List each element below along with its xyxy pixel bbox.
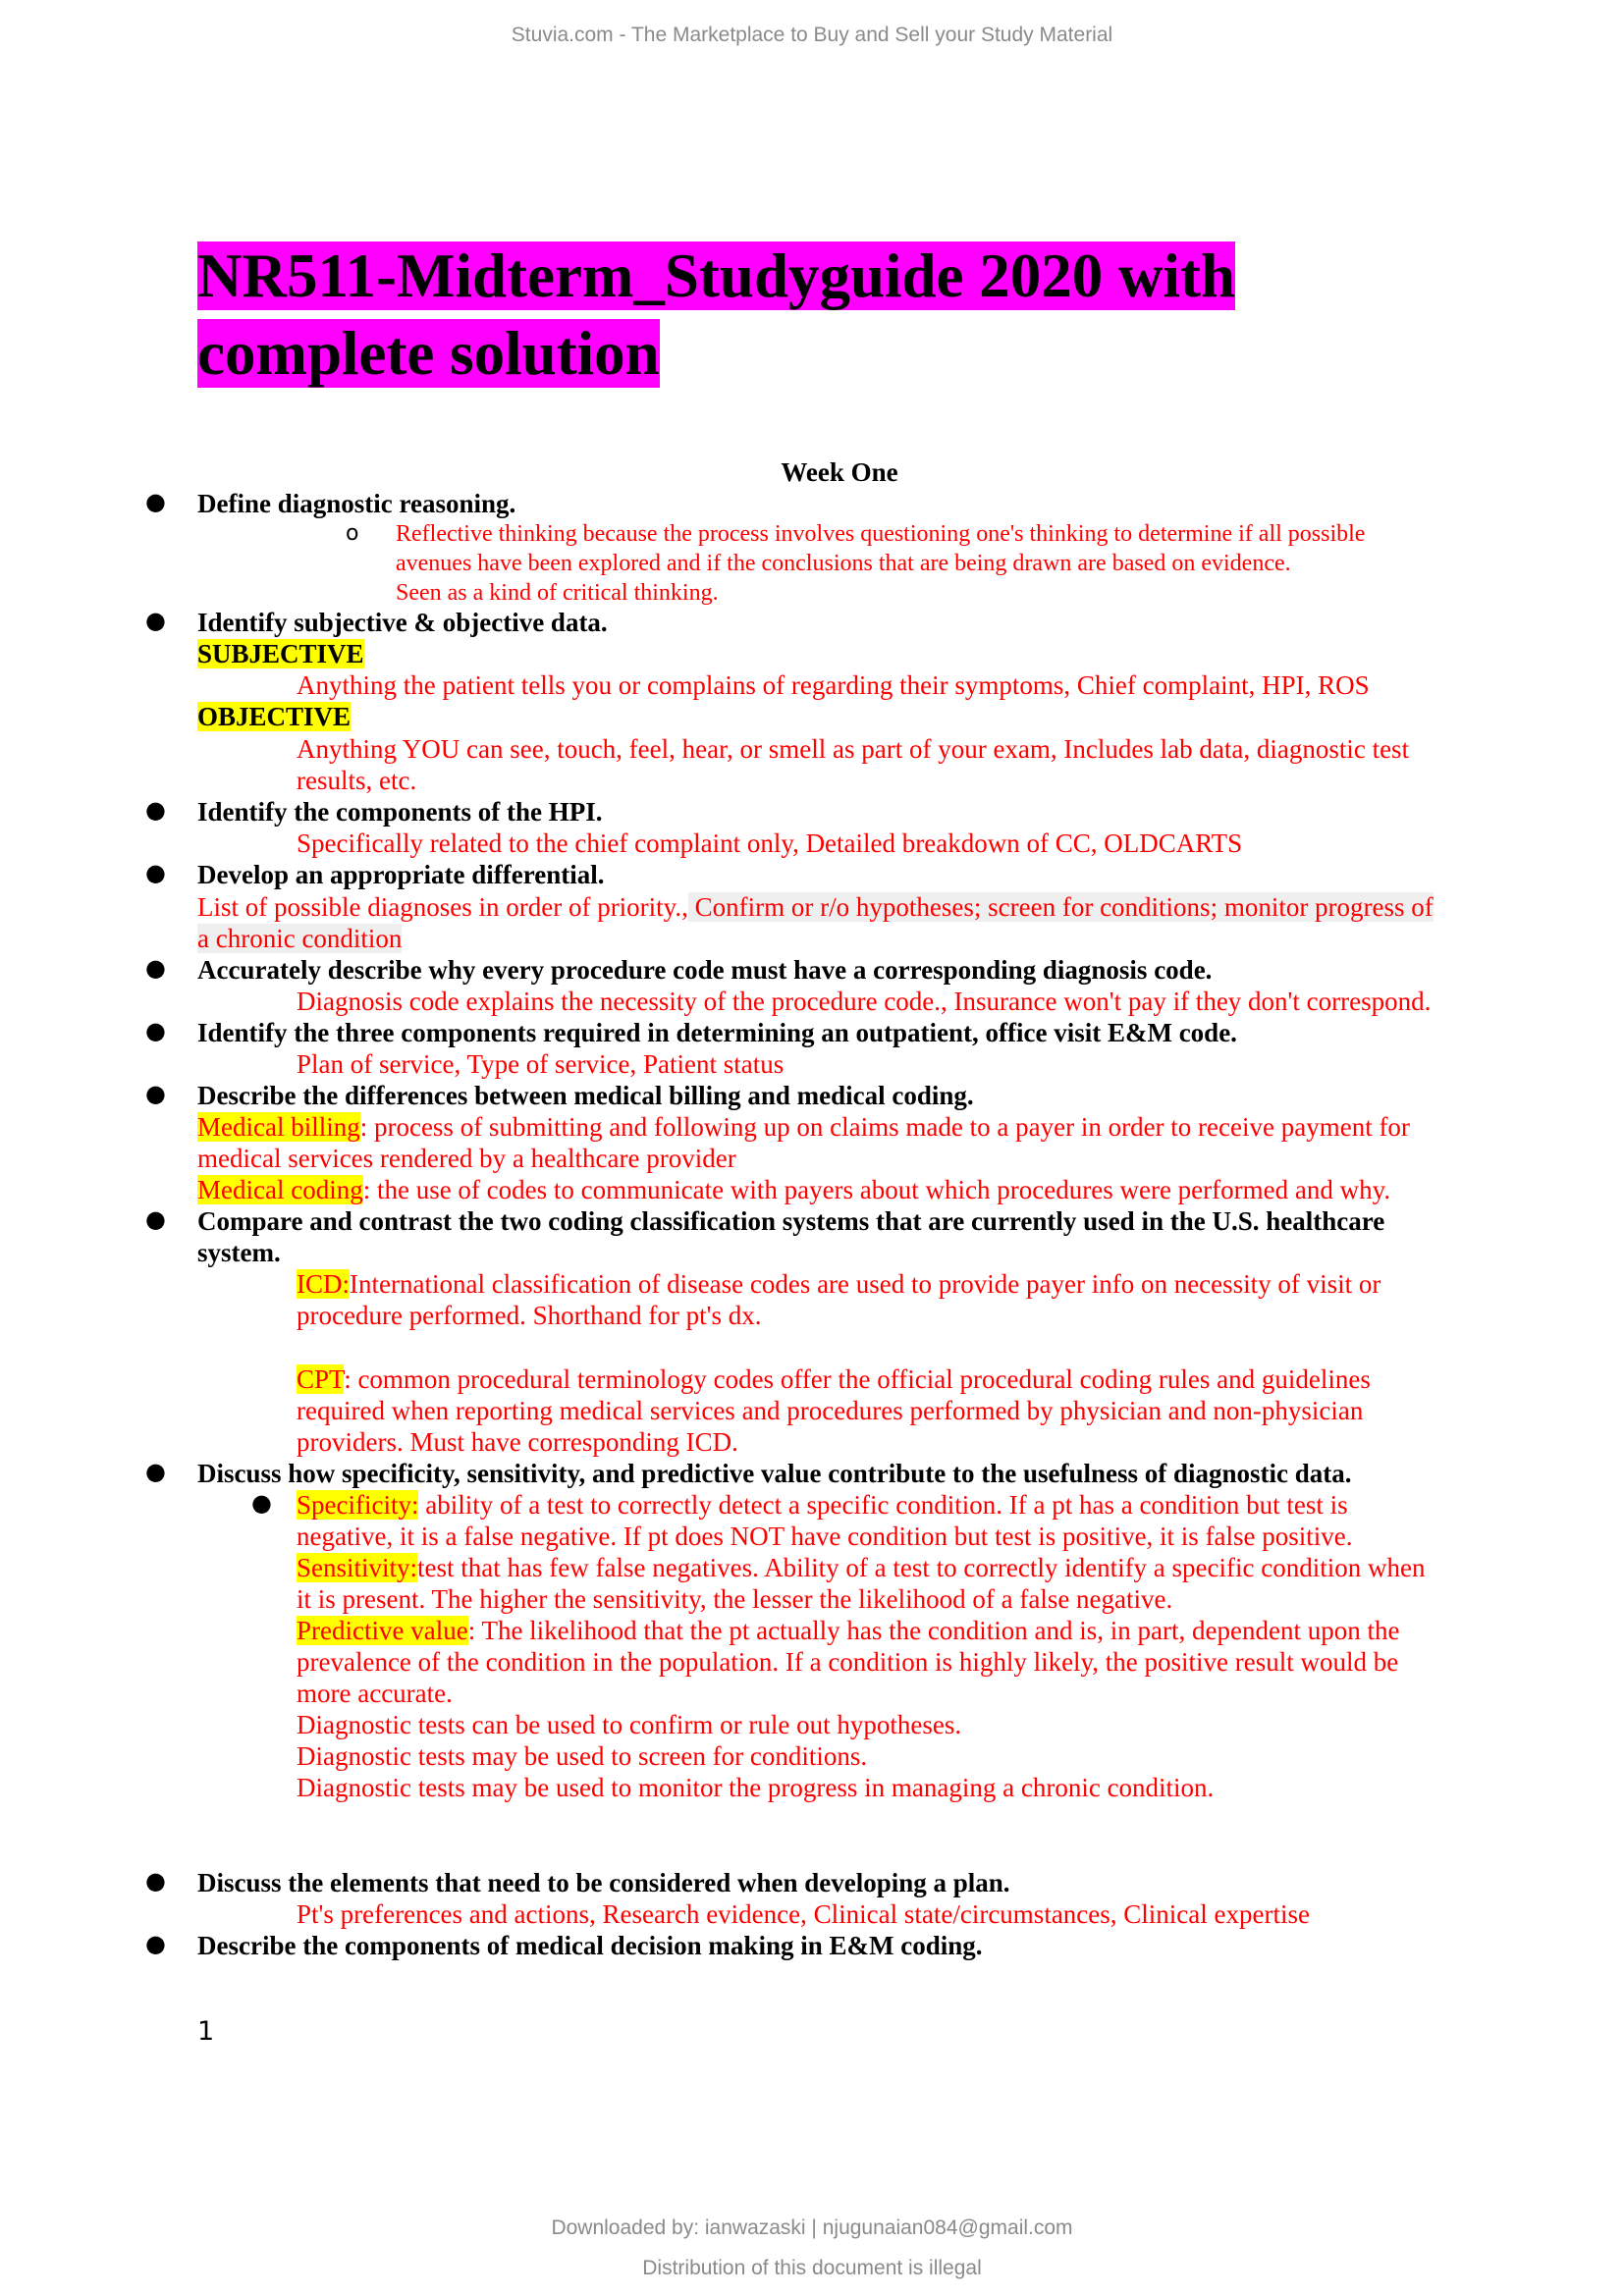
- answer-line: Medical coding: the use of codes to communicate with payers about which procedures were performed and why.: [197, 1175, 1391, 1204]
- objective-label: OBJECTIVE: [197, 702, 352, 731]
- answer-line: required when reporting medical services and procedures performed by physician and non-physician: [297, 1396, 1364, 1425]
- answer-line: more accurate.: [297, 1679, 453, 1708]
- answer-line: a chronic condition: [197, 924, 403, 953]
- answer-line: Medical billing: process of submitting and following up on claims made to a payer in order to receive payment for: [197, 1112, 1410, 1142]
- bullet-icon: ●: [251, 1489, 272, 1517]
- bullet-icon: ●: [145, 607, 166, 634]
- answer-line: Diagnostic tests can be used to confirm or rule out hypotheses.: [297, 1710, 962, 1739]
- title-line-2: complete solution: [197, 319, 660, 388]
- question-hpi: Identify the components of the HPI.: [197, 797, 603, 827]
- answer-line: ICD:International classification of disease codes are used to provide payer info on necessity of visit or: [297, 1269, 1381, 1299]
- question-coding-systems-cont: system.: [197, 1238, 281, 1267]
- answer-line: Diagnostic tests may be used to screen for conditions.: [297, 1741, 868, 1771]
- bullet-icon: ●: [145, 1867, 166, 1895]
- bullet-icon: ●: [145, 1458, 166, 1485]
- answer-line: procedure performed. Shorthand for pt's dx.: [297, 1301, 762, 1330]
- answer-line: it is present. The higher the sensitivity, the lesser the likelihood of a false negative.: [297, 1584, 1173, 1614]
- sub-bullet-icon: o: [346, 521, 359, 546]
- subjective-label: SUBJECTIVE: [197, 639, 364, 668]
- answer-line: Pt's preferences and actions, Research evidence, Clinical state/circumstances, Clinical expertise: [297, 1899, 1310, 1929]
- bullet-icon: ●: [145, 859, 166, 886]
- question-em-components: Identify the three components required in determining an outpatient, office visit E&M code.: [197, 1018, 1237, 1047]
- bullet-icon: ●: [145, 1017, 166, 1044]
- bullet-icon: ●: [145, 1080, 166, 1107]
- question-diagnostic-reasoning: Define diagnostic reasoning.: [197, 489, 516, 518]
- page-number: 1: [197, 2016, 215, 2047]
- answer-line: prevalence of the condition in the population. If a condition is highly likely, the positive result would be: [297, 1647, 1399, 1677]
- answer-line: results, etc.: [297, 766, 417, 795]
- answer-line: Anything the patient tells you or complains of regarding their symptoms, Chief complaint, HPI, ROS: [297, 670, 1370, 700]
- answer-line: Specifically related to the chief complaint only, Detailed breakdown of CC, OLDCARTS: [297, 828, 1243, 858]
- bullet-icon: ●: [145, 1930, 166, 1957]
- answer-line: Diagnosis code explains the necessity of the procedure code., Insurance won't pay if they don't correspond.: [297, 987, 1432, 1016]
- answer-line: Reflective thinking because the process involves questioning one's thinking to determine if all possible: [396, 521, 1366, 547]
- answer-line: Diagnostic tests may be used to monitor the progress in managing a chronic condition.: [297, 1773, 1215, 1802]
- footer-downloaded: Downloaded by: ianwazaski | njugunaian084@gmail.com: [551, 2216, 1073, 2239]
- answer-line: List of possible diagnoses in order of priority., Confirm or r/o hypotheses; screen for conditions; monitor progress of: [197, 892, 1434, 922]
- watermark-header: Stuvia.com - The Marketplace to Buy and Sell your Study Material: [511, 24, 1113, 46]
- answer-line: Anything YOU can see, touch, feel, hear, or smell as part of your exam, Includes lab data, diagnostic test: [297, 734, 1410, 764]
- answer-line: negative, it is a false negative. If pt does NOT have condition but test is positive, it is false positive.: [297, 1522, 1353, 1551]
- question-procedure-code: Accurately describe why every procedure code must have a corresponding diagnosis code.: [197, 955, 1213, 985]
- bullet-icon: ●: [145, 796, 166, 824]
- title-line-1: NR511-Midterm_Studyguide 2020 with: [197, 241, 1236, 310]
- bullet-icon: ●: [145, 1205, 166, 1233]
- week-heading: Week One: [781, 457, 898, 487]
- question-subjective-objective: Identify subjective & objective data.: [197, 608, 608, 637]
- bullet-icon: ●: [145, 488, 166, 515]
- footer-distribution: Distribution of this document is illegal: [642, 2257, 982, 2279]
- answer-line: medical services rendered by a healthcare provider: [197, 1144, 736, 1173]
- question-differential: Develop an appropriate differential.: [197, 860, 605, 889]
- answer-line: Seen as a kind of critical thinking.: [396, 580, 719, 606]
- bullet-icon: ●: [145, 954, 166, 982]
- question-billing-coding: Describe the differences between medical billing and medical coding.: [197, 1081, 974, 1110]
- question-coding-systems: Compare and contrast the two coding classification systems that are currently used in the U.S. healthcare: [197, 1206, 1385, 1236]
- answer-line: providers. Must have corresponding ICD.: [297, 1427, 738, 1457]
- question-medical-decision-making: Describe the components of medical decision making in E&M coding.: [197, 1931, 983, 1960]
- answer-line: Plan of service, Type of service, Patient status: [297, 1049, 785, 1079]
- question-specificity-sensitivity: Discuss how specificity, sensitivity, and predictive value contribute to the usefulness of diagnostic data.: [197, 1459, 1352, 1488]
- question-plan-elements: Discuss the elements that need to be considered when developing a plan.: [197, 1868, 1010, 1897]
- answer-line: avenues have been explored and if the conclusions that are being drawn are based on evidence.: [396, 551, 1291, 576]
- answer-line: Predictive value: The likelihood that the pt actually has the condition and is, in part, dependent upon the: [297, 1616, 1400, 1645]
- answer-line: Specificity: ability of a test to correctly detect a specific condition. If a pt has a condition but test is: [297, 1490, 1348, 1520]
- answer-line: Sensitivity:test that has few false negatives. Ability of a test to correctly identify a specific condition when: [297, 1553, 1426, 1582]
- document-title: [197, 238, 1235, 393]
- answer-line: CPT: common procedural terminology codes offer the official procedural coding rules and guidelines: [297, 1364, 1371, 1394]
